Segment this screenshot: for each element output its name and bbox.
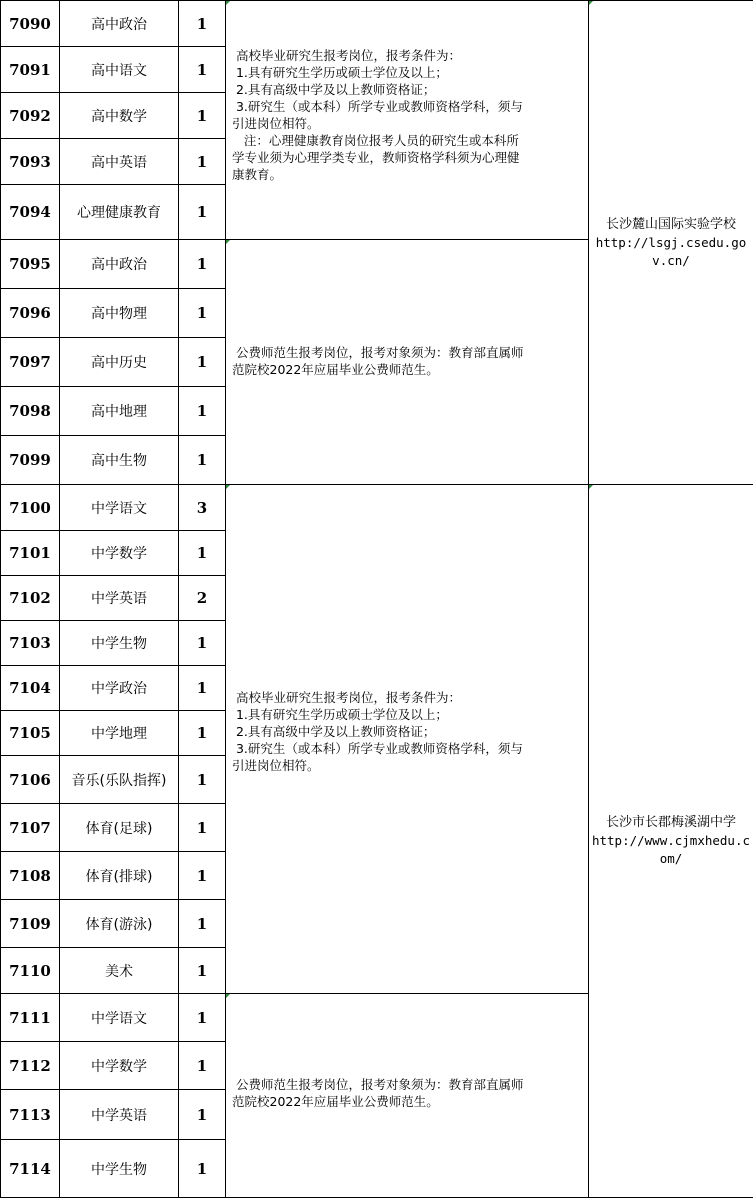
subject-name: 体育(游泳) bbox=[60, 900, 179, 948]
position-code: 7097 bbox=[1, 338, 60, 387]
position-code: 7100 bbox=[1, 485, 60, 531]
position-code: 7104 bbox=[1, 666, 60, 711]
position-code: 7106 bbox=[1, 756, 60, 804]
position-code: 7111 bbox=[1, 994, 60, 1042]
position-code: 7101 bbox=[1, 531, 60, 576]
cell-comment-marker bbox=[226, 1, 230, 5]
hire-count: 1 bbox=[179, 948, 226, 994]
school-name: 长沙麓山国际实验学校 bbox=[591, 216, 751, 234]
requirement-line: 2.具有高级中学及以上教师资格证； bbox=[232, 723, 584, 740]
subject-name: 高中历史 bbox=[60, 338, 179, 387]
subject-name: 中学英语 bbox=[60, 1090, 179, 1140]
subject-name: 高中数学 bbox=[60, 93, 179, 139]
position-code: 7096 bbox=[1, 289, 60, 338]
subject-name: 中学生物 bbox=[60, 621, 179, 666]
position-code: 7095 bbox=[1, 240, 60, 289]
hire-count: 1 bbox=[179, 240, 226, 289]
subject-name: 高中生物 bbox=[60, 436, 179, 485]
hire-count: 1 bbox=[179, 338, 226, 387]
subject-name: 高中物理 bbox=[60, 289, 179, 338]
hire-count: 1 bbox=[179, 1140, 226, 1198]
position-code: 7108 bbox=[1, 852, 60, 900]
position-code: 7091 bbox=[1, 47, 60, 93]
subject-name: 高中地理 bbox=[60, 387, 179, 436]
hire-count: 1 bbox=[179, 804, 226, 852]
table-row bbox=[1, 485, 753, 531]
subject-name: 中学数学 bbox=[60, 1042, 179, 1090]
requirement-line: 注：心理健康教育岗位报考人员的研究生或本科所 bbox=[232, 132, 584, 149]
subject-name: 中学英语 bbox=[60, 576, 179, 621]
hire-count: 1 bbox=[179, 531, 226, 576]
requirement-line: 1.具有研究生学历或硕士学位及以上； bbox=[232, 706, 584, 723]
subject-name: 高中政治 bbox=[60, 240, 179, 289]
hire-count: 1 bbox=[179, 621, 226, 666]
position-code: 7092 bbox=[1, 93, 60, 139]
position-code: 7112 bbox=[1, 1042, 60, 1090]
requirement-line: 范院校2022年应届毕业公费师范生。 bbox=[232, 1093, 584, 1110]
cell-comment-marker bbox=[226, 240, 230, 244]
subject-name: 体育(排球) bbox=[60, 852, 179, 900]
position-code: 7110 bbox=[1, 948, 60, 994]
subject-name: 体育(足球) bbox=[60, 804, 179, 852]
school-info bbox=[589, 485, 753, 1198]
subject-name: 高中政治 bbox=[60, 1, 179, 47]
hire-count: 1 bbox=[179, 1090, 226, 1140]
hire-count: 1 bbox=[179, 711, 226, 756]
requirement-line: 康教育。 bbox=[232, 166, 584, 183]
requirement-line: 3.研究生（或本科）所学专业或教师资格学科，须与 bbox=[232, 98, 584, 115]
subject-name: 高中英语 bbox=[60, 139, 179, 185]
hire-count: 1 bbox=[179, 93, 226, 139]
requirement-line: 学专业须为心理学类专业，教师资格学科须为心理健 bbox=[232, 149, 584, 166]
subject-name: 中学语文 bbox=[60, 994, 179, 1042]
hire-count: 1 bbox=[179, 289, 226, 338]
subject-name: 中学生物 bbox=[60, 1140, 179, 1198]
hire-count: 1 bbox=[179, 185, 226, 240]
hire-count: 1 bbox=[179, 666, 226, 711]
position-code: 7090 bbox=[1, 1, 60, 47]
requirement-line: 引进岗位相符。 bbox=[232, 115, 584, 132]
requirement-line: 3.研究生（或本科）所学专业或教师资格学科，须与 bbox=[232, 740, 584, 757]
table-row bbox=[1, 1, 753, 47]
requirement-line: 2.具有高级中学及以上教师资格证； bbox=[232, 81, 584, 98]
application-requirements bbox=[226, 240, 589, 485]
requirement-line: 公费师范生报考岗位，报考对象须为：教育部直属师 bbox=[232, 344, 584, 361]
hire-count: 1 bbox=[179, 756, 226, 804]
subject-name: 心理健康教育 bbox=[60, 185, 179, 240]
position-code: 7094 bbox=[1, 185, 60, 240]
subject-name: 美术 bbox=[60, 948, 179, 994]
school-name: 长沙市长郡梅溪湖中学 bbox=[591, 814, 751, 832]
school-info bbox=[589, 1, 753, 485]
hire-count: 1 bbox=[179, 994, 226, 1042]
subject-name: 音乐(乐队指挥) bbox=[60, 756, 179, 804]
hire-count: 1 bbox=[179, 139, 226, 185]
requirement-line: 高校毕业研究生报考岗位，报考条件为： bbox=[232, 689, 584, 706]
subject-name: 中学数学 bbox=[60, 531, 179, 576]
position-code: 7105 bbox=[1, 711, 60, 756]
cell-comment-marker bbox=[226, 994, 230, 998]
position-code: 7102 bbox=[1, 576, 60, 621]
position-code: 7109 bbox=[1, 900, 60, 948]
position-code: 7098 bbox=[1, 387, 60, 436]
hire-count: 1 bbox=[179, 1042, 226, 1090]
requirement-line: 高校毕业研究生报考岗位，报考条件为： bbox=[232, 47, 584, 64]
position-code: 7113 bbox=[1, 1090, 60, 1140]
school-website-link[interactable]: http://lsgj.csedu.gov.cn/ bbox=[591, 234, 751, 270]
hire-count: 1 bbox=[179, 852, 226, 900]
position-code: 7093 bbox=[1, 139, 60, 185]
application-requirements bbox=[226, 1, 589, 240]
application-requirements bbox=[226, 485, 589, 994]
position-code: 7099 bbox=[1, 436, 60, 485]
position-code: 7107 bbox=[1, 804, 60, 852]
subject-name: 中学地理 bbox=[60, 711, 179, 756]
hire-count: 1 bbox=[179, 436, 226, 485]
subject-name: 高中语文 bbox=[60, 47, 179, 93]
position-code: 7114 bbox=[1, 1140, 60, 1198]
cell-comment-marker bbox=[226, 485, 230, 489]
hire-count: 1 bbox=[179, 1, 226, 47]
requirement-line: 引进岗位相符。 bbox=[232, 757, 584, 774]
requirement-line: 公费师范生报考岗位，报考对象须为：教育部直属师 bbox=[232, 1076, 584, 1093]
hire-count: 2 bbox=[179, 576, 226, 621]
hire-count: 1 bbox=[179, 387, 226, 436]
school-website-link[interactable]: http://www.cjmxhedu.com/ bbox=[591, 832, 751, 868]
subject-name: 中学政治 bbox=[60, 666, 179, 711]
application-requirements bbox=[226, 994, 589, 1198]
hire-count: 1 bbox=[179, 47, 226, 93]
requirement-line: 1.具有研究生学历或硕士学位及以上； bbox=[232, 64, 584, 81]
hire-count: 1 bbox=[179, 900, 226, 948]
cell-comment-marker bbox=[589, 1, 593, 5]
hire-count: 3 bbox=[179, 485, 226, 531]
position-code: 7103 bbox=[1, 621, 60, 666]
cell-comment-marker bbox=[589, 485, 593, 489]
requirement-line: 范院校2022年应届毕业公费师范生。 bbox=[232, 361, 584, 378]
subject-name: 中学语文 bbox=[60, 485, 179, 531]
